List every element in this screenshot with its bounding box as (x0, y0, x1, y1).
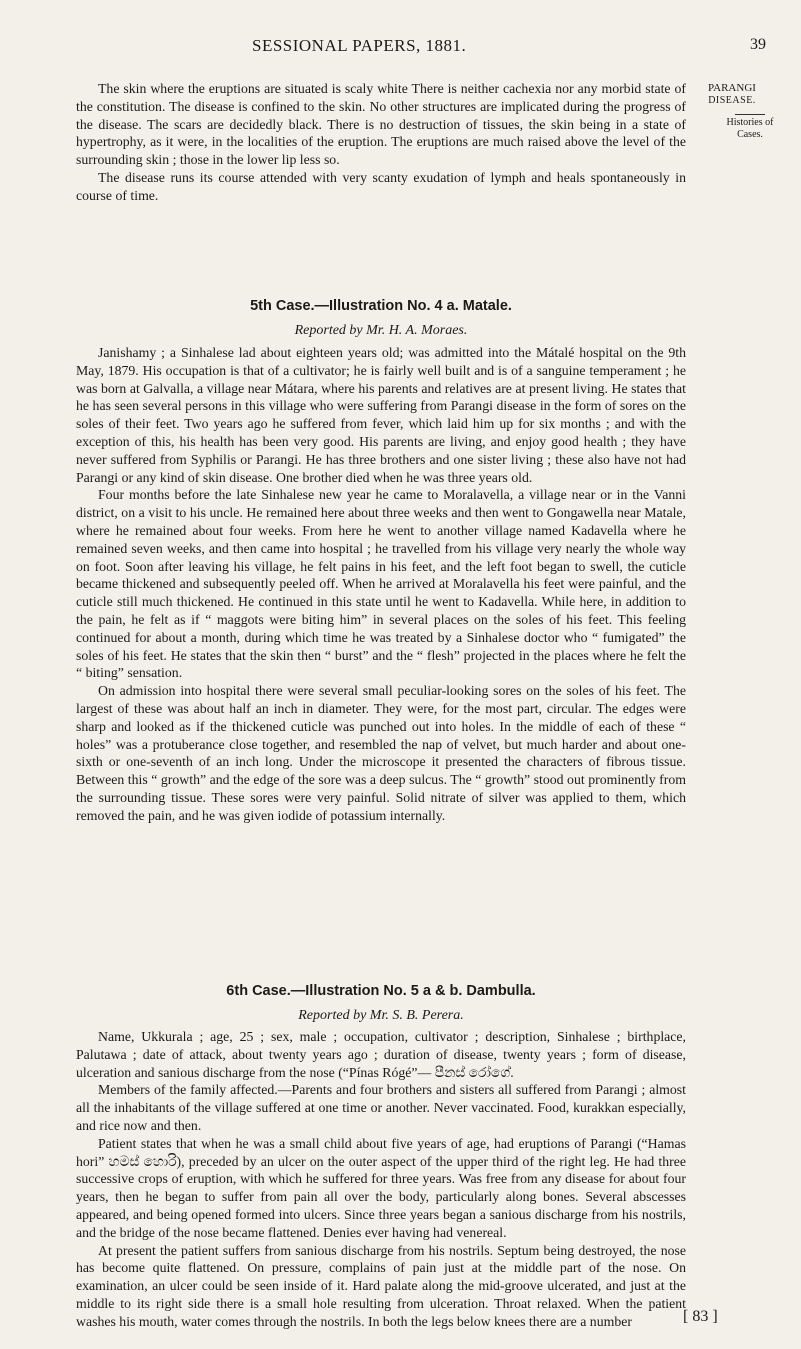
case6-paragraph-2: Members of the family affected.—Parents and four brothers and sisters all suffered from Parangi ; almost all the inhabitants of the village suffered at one time or another. Never vaccinated. Food, kurakkan especially, and rice now and then. (76, 1082, 686, 1133)
case5-body (76, 344, 686, 825)
case6-heading: 6th Case.—Illustration No. 5 a & b. Dambulla. (226, 983, 536, 999)
margin-note-histories (704, 112, 796, 141)
case5-heading: 5th Case.—Illustration No. 4 a. Matale. (250, 298, 512, 314)
case5-reporter-block (76, 323, 686, 339)
case5-paragraph-2: Four months before the late Sinhalese new year he came to Moralavella, a village near or in the Vanni district, on a visit to his uncle. He remained here about three weeks and then went to Gongawella near Matale, where he remained about four weeks. From here he went to another village named Kadavella where he remained seven weeks, and then came into hospital ; he travelled from his village very nearly the whole way on foot. Soon after leaving his village, he felt pains in his feet, and the left foot began to swell, the cuticle became thickened and subsequently peeled off. When he arrived at Moralavella his feet were painful, and the cuticle still much thickened. He continued in this state until he went to Kadavella. While here, in addition to the pain, he felt as if “ maggots were biting him” in several places on the soles of his feet. This feeling continued for about a month, during which time he was treated by a Sinhalese doctor who “ fumigated” the soles of his feet. He states that the skin then “ burst” and the “ flesh” projected in the places where he felt the “ biting” sensation. (76, 487, 686, 681)
margin-note-topic-line1: PARANGI (708, 82, 756, 94)
running-title: SESSIONAL PAPERS, 1881. (252, 36, 467, 55)
margin-rule (735, 114, 765, 115)
case6-heading-block (76, 983, 686, 999)
case6-reported-by: Reported by Mr. S. B. Perera. (298, 1008, 464, 1023)
margin-note-topic-line2: DISEASE. (708, 95, 756, 106)
printer-signature: [ 83 ] (683, 1308, 718, 1325)
case5-paragraph-1: Janishamy ; a Sinhalese lad about eighteen years old; was admitted into the Mátalé hospital on the 9th May, 1879. His occupation is that of a cultivator; he is fairly well built and is of a sanguine temperament ; he was born at Galvalla, a village near Mátara, where his parents and relatives are at present living. He states that he has seen several persons in this village who were suffering from Parangi disease in the form of sores on the soles of their feet. Two years ago he suffered from fever, which laid him up for six months ; and with the exception of this, his health has been very good. His parents are living, and enjoy good health ; they have never suffered from Syphilis or Parangi. He has three brothers and one sister living ; these also have not had Parangi or any kind of skin disease. One brother died when he was three years old. (76, 345, 686, 485)
case6-paragraph-1: Name, Ukkurala ; age, 25 ; sex, male ; occupation, cultivator ; description, Sinhalese ; birthplace, Palutawa ; date of attack, about twenty years ago ; duration of disease, twenty years ; form of disease, ulceration and sanious discharge from the nose (“Pínas Rógé”— පීනස් රෝගේ. (76, 1029, 686, 1080)
intro-section (76, 80, 686, 205)
margin-note-histories-line1: Histories of (726, 117, 774, 128)
case6-paragraph-4: At present the patient suffers from sanious discharge from his nostrils. Septum being destroyed, the nose has become quite flattened. On pressure, complains of pain just at the middle part of the nose. On examination, an ulcer could be seen inside of it. Hard palate along the mid-groove ulcerated, and just at the middle to its right side there is a small hole resulting from ulceration. Throat relaxed. When the patient washes his mouth, water comes through the nostrils. In both the legs below knees there are a number (76, 1242, 686, 1329)
margin-note-topic (686, 82, 778, 107)
case5-paragraph-3: On admission into hospital there were several small peculiar-looking sores on the soles of his feet. The largest of these was about half an inch in diameter. They were, for the most part, circular. The edges were sharp and looked as if the thickened cuticle was punched out into holes. In the middle of each of these “ holes” was a protuberance close together, and resembled the nap of velvet, but much harder and about one-sixth or one-seventh of an inch long. Under the microscope it presented the characters of fibrous tissue. Between this “ growth” and the edge of the sore was a deep sulcus. The “ growth” stood out prominently from the surrounding tissue. These sores were very painful. Solid nitrate of silver was applied to them, which removed the pain, and he was given iodide of potassium internally. (76, 683, 686, 823)
case6-paragraph-3: Patient states that when he was a small child about five years of age, had eruptions of Parangi (“Hamas hori” හමස් හොරි), preceded by an ulcer on the outer aspect of the upper third of the right leg. He had three successive crops of eruption, with which he suffered for three years. Was free from any disease for about four years, then he began to suffer from pain all over the body, particularly along bones. Several abscesses appeared, and being opened formed into ulcers. Since three years began a sanious discharge from his nostrils, and the bridge of the nose became flattened. Denies ever having had venereal. (76, 1135, 686, 1240)
page-number: 39 (750, 36, 766, 53)
page-header (0, 36, 801, 60)
case6-body (76, 1028, 686, 1331)
intro-paragraph-2: The disease runs its course attended with very scanty exudation of lymph and heals spontaneously in course of time. (76, 169, 686, 203)
case6-reporter-block (76, 1008, 686, 1024)
case5-heading-block (76, 298, 686, 314)
margin-note-histories-line2: Cases. (737, 129, 763, 140)
intro-paragraph-1: The skin where the eruptions are situated is scaly white There is neither cachexia nor any morbid state of the constitution. The disease is confined to the skin. No other structures are implicated during the progress of the disease. The scars are decidedly black. There is no destruction of tissues, the skin being in a state of hypertrophy, as it were, in the localities of the eruption. The eruptions are much raised above the level of the surrounding skin ; those in the lower lip less so. (76, 81, 686, 168)
case5-reported-by: Reported by Mr. H. A. Moraes. (294, 323, 468, 338)
